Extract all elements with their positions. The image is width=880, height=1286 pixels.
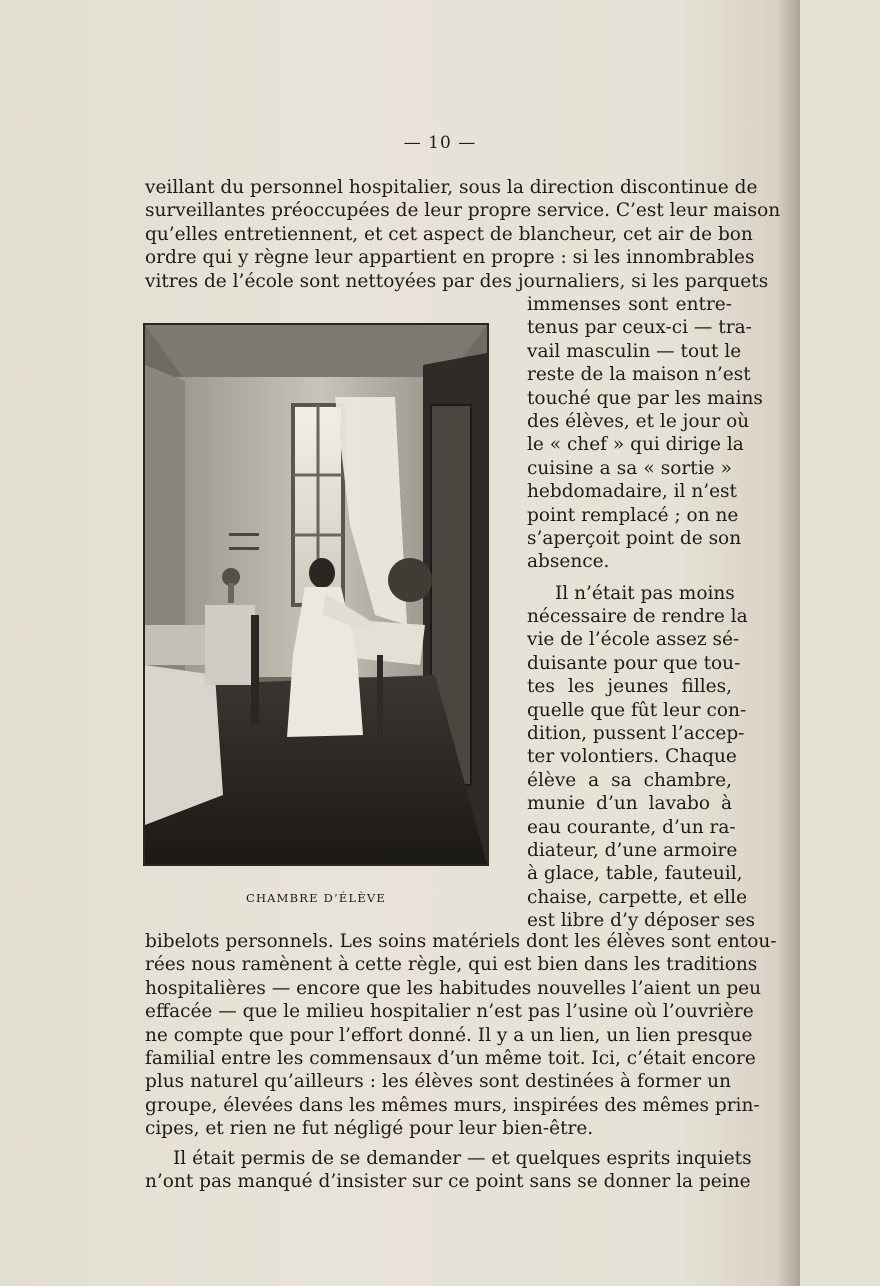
text-line: hospitalières — encore que les habitudes nouvelles l’aient un peu bbox=[145, 977, 762, 999]
text-line: cipes, et rien ne fut négligé pour leur bien-être. bbox=[145, 1118, 594, 1140]
text-line: qu’elles entretiennent, et cet aspect de blancheur, cet air de bon bbox=[145, 223, 753, 245]
text-line: familial entre les commensaux d’un même toit. Ici, c’était encore bbox=[145, 1047, 756, 1069]
paragraph-top bbox=[145, 176, 781, 293]
text-line: des élèves, et le jour où bbox=[527, 410, 750, 432]
text-line: n’ont pas manqué d’insister sur ce point sans se donner la peine bbox=[145, 1171, 751, 1193]
text-line: reste de la maison n’est bbox=[527, 364, 751, 386]
figure-caption: CHAMBRE D’ÉLÈVE bbox=[245, 891, 387, 905]
text-line: à glace, table, fauteuil, bbox=[527, 863, 743, 885]
text-line: immenses sont entre- bbox=[527, 294, 732, 315]
text-line: touché que par les mains bbox=[527, 387, 763, 409]
text-line: diateur, d’une armoire bbox=[527, 839, 738, 861]
text-line: eau courante, d’un ra- bbox=[527, 816, 736, 838]
text-line: duisante pour que tou- bbox=[527, 652, 741, 674]
text-line: s’aperçoit point de son bbox=[527, 527, 742, 549]
text-line: le « chef » qui dirige la bbox=[527, 434, 744, 456]
text-line: quelle que fût leur con- bbox=[527, 699, 747, 721]
text-line: absence. bbox=[527, 551, 610, 573]
text-line: chaise, carpette, et elle bbox=[527, 886, 748, 908]
text-line: bibelots personnels. Les soins matériels dont les élèves sont entou- bbox=[145, 931, 777, 952]
text-line: cuisine a sa « sortie » bbox=[527, 457, 732, 479]
text-line: élève a sa chambre, bbox=[527, 769, 732, 791]
text-line: veillant du personnel hospitalier, sous la direction discontinue de bbox=[145, 177, 758, 198]
text-line: ne compte que pour l’effort donné. Il y a un lien, un lien presque bbox=[145, 1024, 753, 1046]
text-line: tenus par ceux-ci — tra- bbox=[527, 317, 752, 339]
text-line: surveillantes préoccupées de leur propre service. C’est leur maison bbox=[145, 200, 781, 222]
text-line: Il était permis de se demander — et quelques esprits inquiets bbox=[173, 1148, 752, 1169]
text-line: vitres de l’école sont nettoyées par des journaliers, si les parquets bbox=[145, 270, 769, 292]
text-line: vie de l’école assez sé- bbox=[527, 629, 740, 651]
paragraph-bottom bbox=[145, 930, 777, 1141]
text-line: est libre d’y déposer ses bbox=[527, 910, 756, 932]
text-line: Il n’était pas moins bbox=[555, 582, 735, 604]
text-line: effacée — que le milieu hospitalier n’est pas l’usine où l’ouvrière bbox=[145, 1001, 754, 1023]
text-line: hebdomadaire, il n’est bbox=[527, 481, 737, 503]
text-line: nécessaire de rendre la bbox=[527, 606, 748, 628]
text-line: ter volontiers. Chaque bbox=[527, 746, 737, 768]
text-line: ordre qui y règne leur appartient en propre : si les innombrables bbox=[145, 247, 755, 269]
text-line: plus naturel qu’ailleurs : les élèves sont destinées à former un bbox=[145, 1071, 731, 1093]
photo-illustration bbox=[145, 325, 487, 864]
side-column bbox=[527, 293, 763, 933]
text-line: groupe, élevées dans les mêmes murs, inspirées des mêmes prin- bbox=[145, 1094, 760, 1116]
page-number: — 10 — bbox=[403, 133, 477, 153]
paragraph-final bbox=[145, 1147, 752, 1194]
text-line: rées nous ramènent à cette règle, qui est bien dans les traditions bbox=[145, 954, 758, 976]
text-line: vail masculin — tout le bbox=[527, 340, 742, 362]
text-line: dition, pussent l’accep- bbox=[527, 723, 745, 745]
text-line: munie d’un lavabo à bbox=[527, 793, 732, 815]
text-line: tes les jeunes filles, bbox=[527, 676, 732, 698]
photo-student-room bbox=[143, 323, 489, 866]
text-line: point remplacé ; on ne bbox=[527, 504, 739, 526]
